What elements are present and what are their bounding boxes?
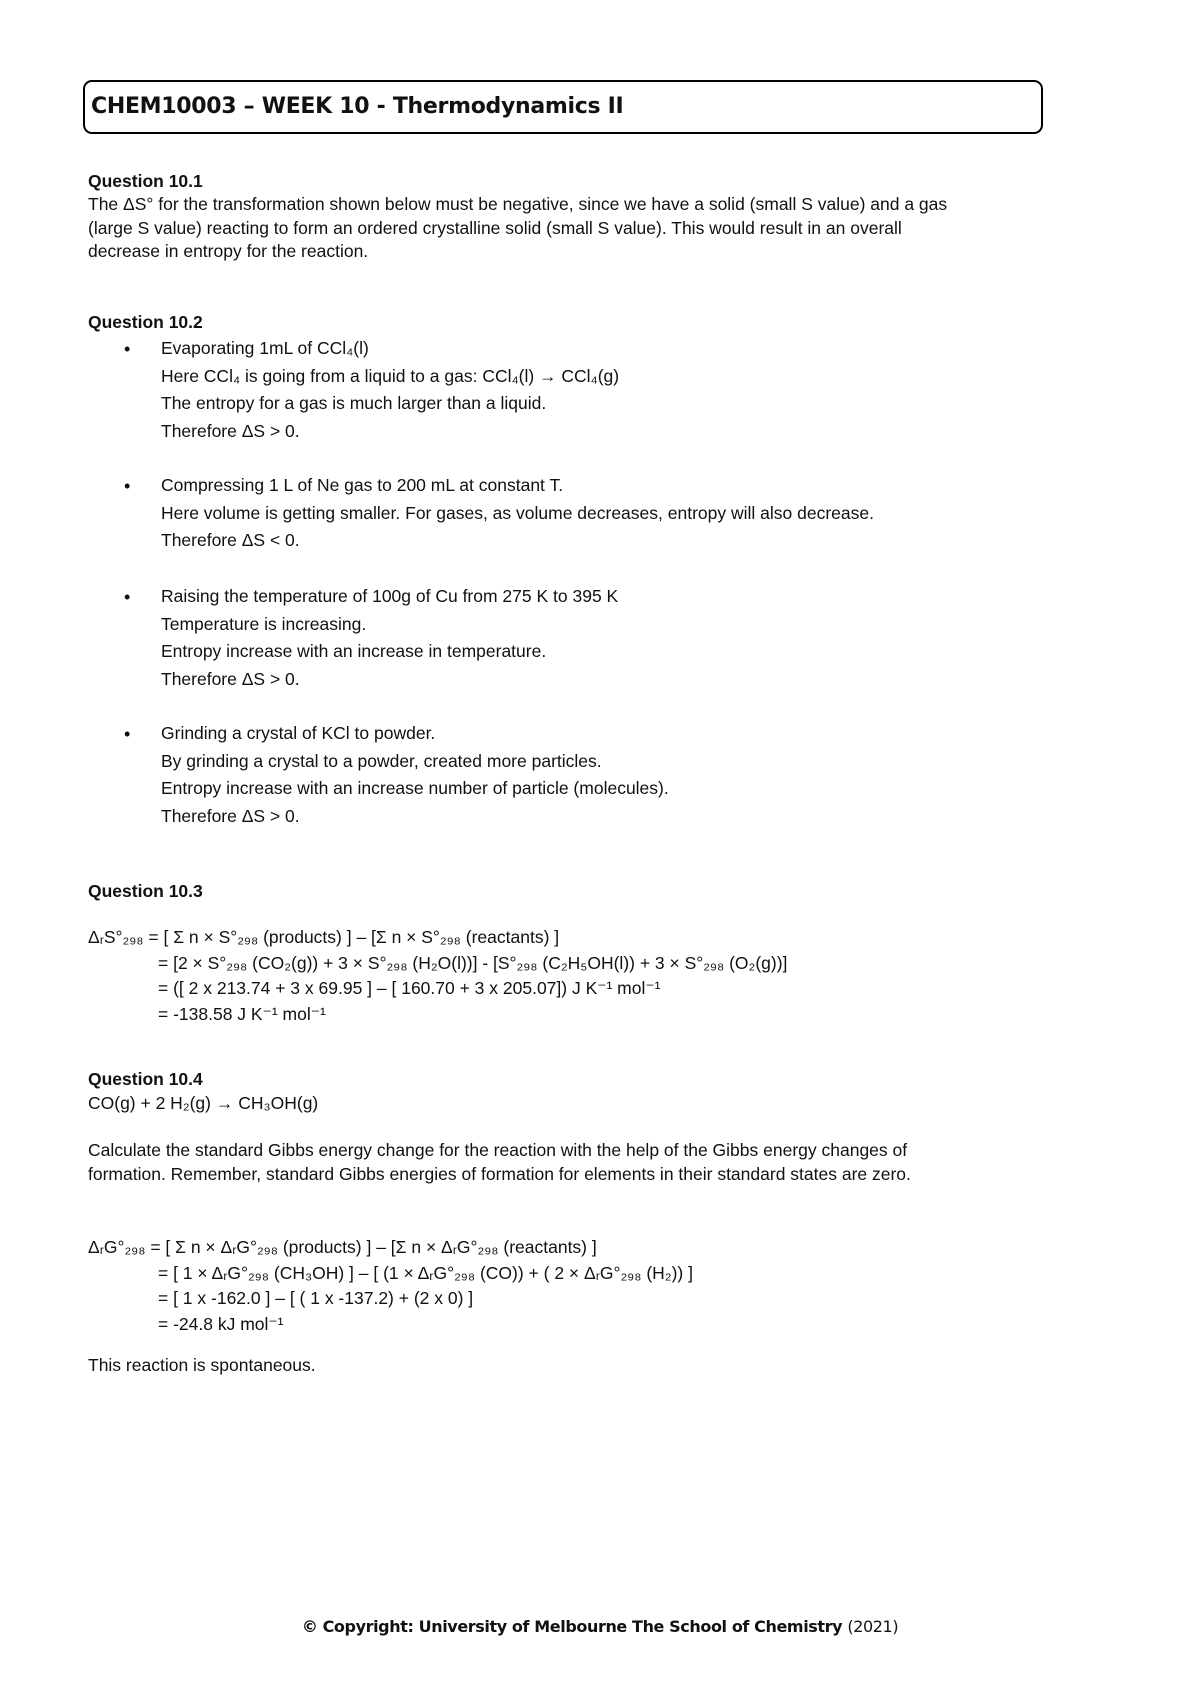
- bullet-icon: •: [124, 476, 131, 496]
- copyright-text: © Copyright: University of Melbourne The School of Chemistry: [301, 1617, 843, 1636]
- bullet-line: By grinding a crystal to a powder, created more particles.: [161, 750, 602, 771]
- paragraph-line: Calculate the standard Gibbs energy change for the reaction with the help of the Gibbs energy changes of: [88, 1140, 908, 1160]
- bullet-line: Therefore ΔS > 0.: [161, 668, 300, 689]
- equation-line: = -24.8 kJ mol⁻¹: [158, 1313, 284, 1334]
- equation-line: ΔᵣG°₂₉₈ = [ Σ n × ΔᵣG°₂₉₈ (products) ] – [Σ n × ΔᵣG°₂₉₈ (reactants) ]: [88, 1237, 597, 1257]
- bullet-line: Evaporating 1mL of CCl₄(l): [161, 338, 369, 358]
- bullet-line: The entropy for a gas is much larger than a liquid.: [161, 393, 547, 414]
- question-10-1-text: [88, 193, 1048, 264]
- bullet-icon: •: [124, 724, 131, 744]
- bullet-line: Therefore ΔS < 0.: [161, 530, 300, 551]
- paragraph-line: (large S value) reacting to form an ordered crystalline solid (small S value). This would result in an overall: [88, 217, 902, 238]
- question-10-2-heading: Question 10.2: [88, 312, 203, 332]
- entropy-calculation: [88, 926, 787, 1029]
- bullet-line: Raising the temperature of 100g of Cu from 275 K to 395 K: [161, 586, 619, 606]
- reaction-equation: CO(g) + 2 H₂(g) → CH₃OH(g): [88, 1093, 319, 1113]
- bullet-icon: •: [124, 339, 131, 359]
- equation-line: = [ 1 x -162.0 ] – [ ( 1 x -137.2) + (2 x 0) ]: [158, 1288, 474, 1309]
- question-10-3-heading: Question 10.3: [88, 881, 203, 901]
- paragraph-line: The ΔS° for the transformation shown below must be negative, since we have a solid (small S value) and a gas: [88, 194, 948, 214]
- bullet-icon: •: [124, 587, 131, 607]
- equation-line: = -138.58 J K⁻¹ mol⁻¹: [158, 1003, 326, 1024]
- equation-line: ΔᵣS°₂₉₈ = [ Σ n × S°₂₉₈ (products) ] – [Σ n × S°₂₉₈ (reactants) ]: [88, 927, 560, 947]
- gibbs-calculation: [88, 1236, 693, 1339]
- bullet-line: Therefore ΔS > 0.: [161, 420, 300, 441]
- bullet-line: Compressing 1 L of Ne gas to 200 mL at constant T.: [161, 475, 564, 495]
- bullet-line: Entropy increase with an increase in temperature.: [161, 641, 547, 662]
- question-10-1-heading: Question 10.1: [88, 171, 203, 191]
- equation-line: = ([ 2 x 213.74 + 3 x 69.95 ] – [ 160.70 + 3 x 205.07]) J K⁻¹ mol⁻¹: [158, 978, 661, 999]
- title-box: [83, 80, 1043, 134]
- page-title: CHEM10003 – WEEK 10 - Thermodynamics II: [91, 94, 624, 120]
- paragraph-line: formation. Remember, standard Gibbs energies of formation for elements in their standard states are zero.: [88, 1163, 911, 1184]
- bullet-line: Grinding a crystal of KCl to powder.: [161, 723, 436, 743]
- question-10-4-instruction: [88, 1139, 1048, 1186]
- question-10-4-heading: Question 10.4: [88, 1069, 203, 1089]
- equation-line: = [ 1 × ΔᵣG°₂₉₈ (CH₃OH) ] – [ (1 × ΔᵣG°₂₉₈ (CO)) + ( 2 × ΔᵣG°₂₉₈ (H₂)) ]: [158, 1262, 693, 1283]
- bullet-line: Here CCl₄ is going from a liquid to a gas: CCl₄(l) → CCl₄(g): [161, 365, 620, 386]
- copyright-footer: [0, 1616, 1200, 1638]
- bullet-line: Entropy increase with an increase number of particle (molecules).: [161, 778, 669, 799]
- copyright-year: (2021): [847, 1617, 899, 1636]
- equation-line: = [2 × S°₂₉₈ (CO₂(g)) + 3 × S°₂₉₈ (H₂O(l))] - [S°₂₉₈ (C₂H₅OH(l)) + 3 × S°₂₉₈ (O₂(g))]: [158, 952, 788, 973]
- paragraph-line: decrease in entropy for the reaction.: [88, 241, 369, 262]
- bullet-line: Therefore ΔS > 0.: [161, 805, 300, 826]
- bullet-line: Temperature is increasing.: [161, 613, 367, 634]
- conclusion-text: This reaction is spontaneous.: [88, 1355, 316, 1375]
- bullet-line: Here volume is getting smaller. For gases, as volume decreases, entropy will also decrease.: [161, 502, 874, 523]
